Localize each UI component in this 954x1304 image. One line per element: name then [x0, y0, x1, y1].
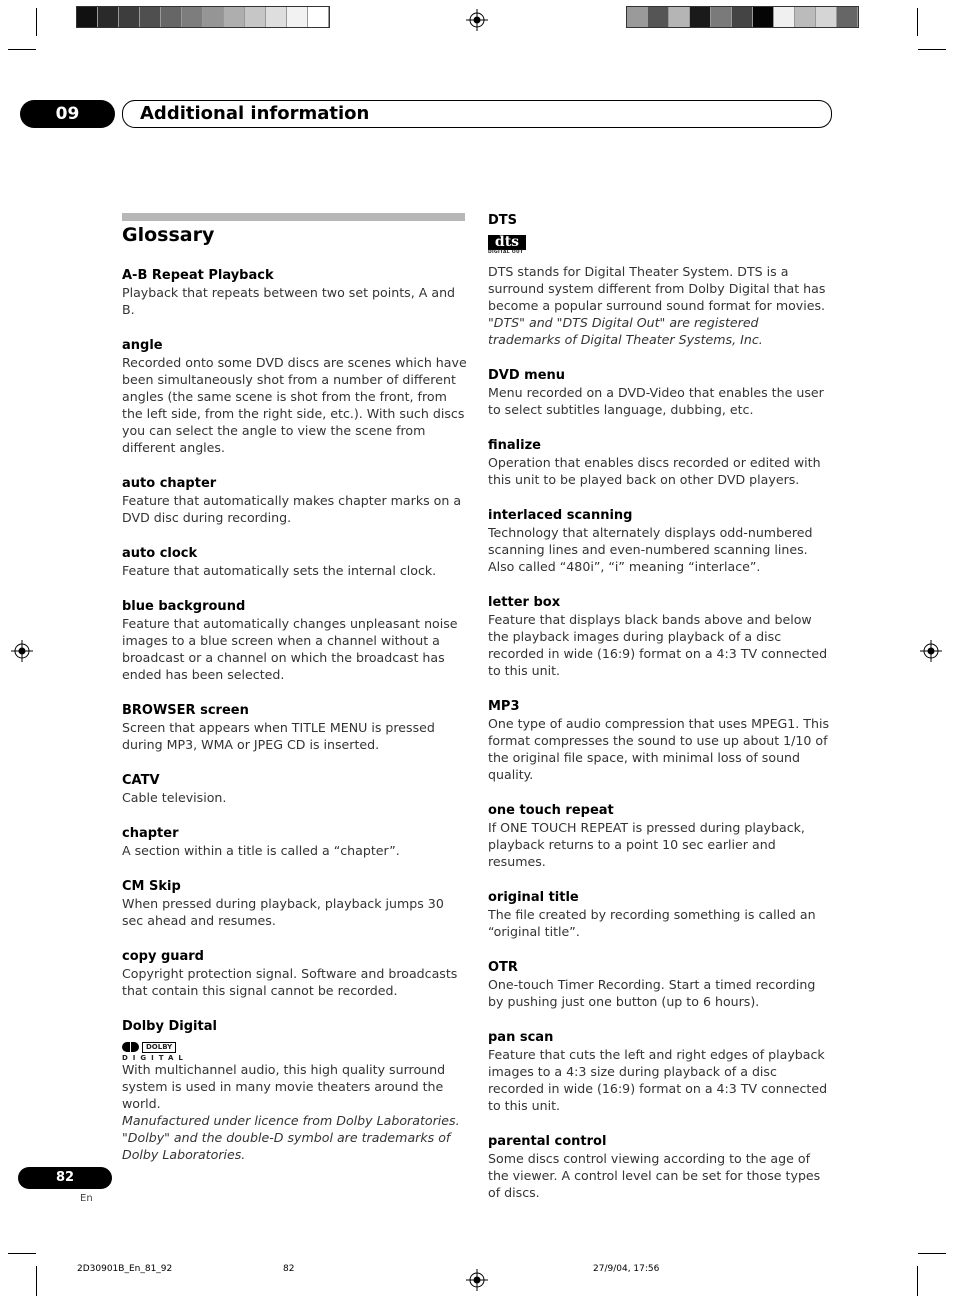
glossary-definition: Feature that automatically sets the internal clock. [122, 563, 437, 578]
glossary-entry [122, 337, 467, 456]
glossary-term: DTS [488, 213, 518, 228]
color-swatch [224, 7, 245, 27]
glossary-definition: Technology that alternately displays odd-numbered scanning lines and even-numbered scanning lines. Also called “480i”, “i” meaning “interlace”. [488, 525, 813, 574]
color-swatch [203, 7, 224, 27]
glossary-definition: Feature that cuts the left and right edges of playback images to a 4:3 size during playback of a disc recorded in wide (16:9) format on a 4:3 TV connected to this unit. [488, 1047, 828, 1113]
glossary-definition: With multichannel audio, this high quality surround system is used in many movie theaters around the world. [122, 1062, 446, 1111]
glossary-term: MP3 [488, 699, 520, 714]
dts-logo-sub: DIGITAL OUT [488, 250, 524, 255]
glossary-term: Dolby Digital [122, 1019, 217, 1034]
color-swatch [77, 7, 98, 27]
dts-logo-word: dts [488, 235, 526, 250]
glossary-definition: A section within a title is called a “chapter”. [122, 843, 400, 858]
crop-mark [918, 49, 946, 50]
double-d-icon [122, 1042, 139, 1052]
glossary-entry [122, 545, 467, 579]
glossary-entry [122, 772, 467, 806]
glossary-term: interlaced scanning [488, 508, 633, 523]
color-swatch [795, 7, 816, 27]
color-swatch [732, 7, 753, 27]
glossary-term: OTR [488, 960, 518, 975]
color-swatch [690, 7, 711, 27]
color-swatch [119, 7, 140, 27]
dolby-logo-sub: DIGITAL [122, 1053, 188, 1062]
glossary-term: chapter [122, 826, 179, 841]
glossary-definition: Operation that enables discs recorded or edited with this unit to be played back on other DVD players. [488, 455, 821, 487]
glossary-definition: When pressed during playback, playback jumps 30 sec ahead and resumes. [122, 896, 444, 928]
trademark-note: "DTS" and "DTS Digital Out" are registered trademarks of Digital Theater Systems, Inc. [488, 315, 763, 347]
glossary-entry [122, 702, 467, 753]
color-swatch [287, 7, 308, 27]
glossary-term: A-B Repeat Playback [122, 268, 274, 283]
glossary-definition: If ONE TOUCH REPEAT is pressed during playback, playback returns to a point 10 sec earlier and resumes. [488, 820, 805, 869]
glossary-term: parental control [488, 1134, 607, 1149]
section-title: Glossary [122, 224, 215, 246]
glossary-term: pan scan [488, 1030, 554, 1045]
glossary-entry [488, 802, 833, 870]
glossary-definition: Copyright protection signal. Software and broadcasts that contain this signal cannot be recorded. [122, 966, 458, 998]
glossary-term: CM Skip [122, 879, 181, 894]
color-calibration-bar-right [626, 6, 859, 28]
glossary-definition: Some discs control viewing according to the age of the viewer. A control level can be set for those types of discs. [488, 1151, 821, 1200]
crop-mark [36, 1266, 37, 1296]
color-calibration-bar-left [76, 6, 330, 28]
glossary-entry [122, 598, 467, 683]
dolby-logo-icon [122, 1042, 188, 1062]
glossary-term: DVD menu [488, 368, 566, 383]
color-swatch [669, 7, 690, 27]
glossary-entry [488, 507, 833, 575]
glossary-term: original title [488, 890, 579, 905]
color-swatch [182, 7, 203, 27]
glossary-term: BROWSER screen [122, 703, 249, 718]
glossary-term: copy guard [122, 949, 204, 964]
glossary-term: finalize [488, 438, 541, 453]
trademark-note: Manufactured under licence from Dolby Laboratories. "Dolby" and the double-D symbol are trademarks of Dolby Laboratories. [122, 1113, 460, 1162]
color-swatch [774, 7, 795, 27]
glossary-entry [488, 889, 833, 940]
glossary-definition: DTS stands for Digital Theater System. DTS is a surround system different from Dolby Digital that has become a popular surround sound format for movies. [488, 264, 826, 313]
glossary-entry-dts [488, 212, 833, 348]
color-swatch [308, 7, 329, 27]
dolby-digital-logo [122, 1037, 467, 1062]
glossary-definition: One-touch Timer Recording. Start a timed recording by pushing just one button (up to 6 hours). [488, 977, 816, 1009]
glossary-definition: Feature that automatically makes chapter marks on a DVD disc during recording. [122, 493, 462, 525]
color-swatch [140, 7, 161, 27]
glossary-term: CATV [122, 773, 160, 788]
chapter-number-badge: 09 [20, 100, 115, 128]
color-swatch [161, 7, 182, 27]
glossary-entry [488, 437, 833, 488]
glossary-entry [122, 948, 467, 999]
glossary-term: one touch repeat [488, 803, 614, 818]
color-swatch [711, 7, 732, 27]
glossary-entry [122, 878, 467, 929]
glossary-entry [488, 1133, 833, 1201]
chapter-title: Additional information [140, 103, 370, 124]
glossary-definition: Menu recorded on a DVD-Video that enables the user to select subtitles language, dubbing, etc. [488, 385, 824, 417]
crop-mark [8, 1253, 36, 1254]
glossary-entry-dolby [122, 1018, 467, 1163]
glossary-definition: Cable television. [122, 790, 227, 805]
crop-mark [917, 1266, 918, 1296]
dts-logo [488, 235, 833, 261]
glossary-entry [488, 698, 833, 783]
crop-mark [36, 8, 37, 36]
color-swatch [648, 7, 669, 27]
color-swatch [816, 7, 837, 27]
language-code: En [80, 1193, 93, 1204]
glossary-column-right [488, 212, 833, 1220]
glossary-term: blue background [122, 599, 246, 614]
glossary-column-left [122, 267, 467, 1182]
glossary-entry [122, 475, 467, 526]
dts-logo-icon [488, 235, 526, 256]
glossary-definition: The file created by recording something is called an “original title”. [488, 907, 816, 939]
glossary-entry [488, 1029, 833, 1114]
registration-mark-icon [466, 1269, 488, 1291]
registration-mark-icon [11, 640, 33, 662]
section-rule [122, 213, 465, 221]
glossary-entry [122, 267, 467, 318]
color-swatch [245, 7, 266, 27]
registration-mark-icon [920, 640, 942, 662]
registration-mark-icon [466, 9, 488, 31]
color-swatch [753, 7, 774, 27]
dolby-logo-word: DOLBY [142, 1042, 176, 1053]
crop-mark [918, 1253, 946, 1254]
glossary-term: auto chapter [122, 476, 217, 491]
color-swatch [266, 7, 287, 27]
glossary-term: angle [122, 338, 163, 353]
color-swatch [837, 7, 858, 27]
footer-file-name: 2D30901B_En_81_92 [77, 1264, 173, 1274]
glossary-entry [488, 959, 833, 1010]
glossary-definition: Playback that repeats between two set points, A and B. [122, 285, 456, 317]
footer-page: 82 [283, 1264, 295, 1274]
glossary-entry [488, 594, 833, 679]
footer-timestamp: 27/9/04, 17:56 [593, 1264, 660, 1274]
page-number: 82 [18, 1167, 112, 1189]
color-swatch [627, 7, 648, 27]
glossary-term: letter box [488, 595, 561, 610]
glossary-definition: Screen that appears when TITLE MENU is pressed during MP3, WMA or JPEG CD is inserted. [122, 720, 435, 752]
glossary-term: auto clock [122, 546, 198, 561]
chapter-title-box [122, 100, 832, 128]
crop-mark [917, 8, 918, 36]
color-swatch [98, 7, 119, 27]
glossary-entry [488, 367, 833, 418]
glossary-definition: Feature that automatically changes unpleasant noise images to a blue screen when a channel without a broadcast or a channel on which the broadcast has ended has been selected. [122, 616, 458, 682]
glossary-entry [122, 825, 467, 859]
glossary-definition: Feature that displays black bands above and below the playback images during playback of a disc recorded in wide (16:9) format on a 4:3 TV connected to this unit. [488, 612, 828, 678]
glossary-definition: Recorded onto some DVD discs are scenes which have been simultaneously shot from a number of different angles (the same scene is shot from the front, from the left side, from the right side, etc.). With such discs you can select the angle to view the scene from different angles. [122, 355, 467, 455]
crop-mark [8, 49, 36, 50]
glossary-definition: One type of audio compression that uses MPEG1. This format compresses the sound to use up about 1/10 of the original file space, with minimal loss of sound quality. [488, 716, 830, 782]
